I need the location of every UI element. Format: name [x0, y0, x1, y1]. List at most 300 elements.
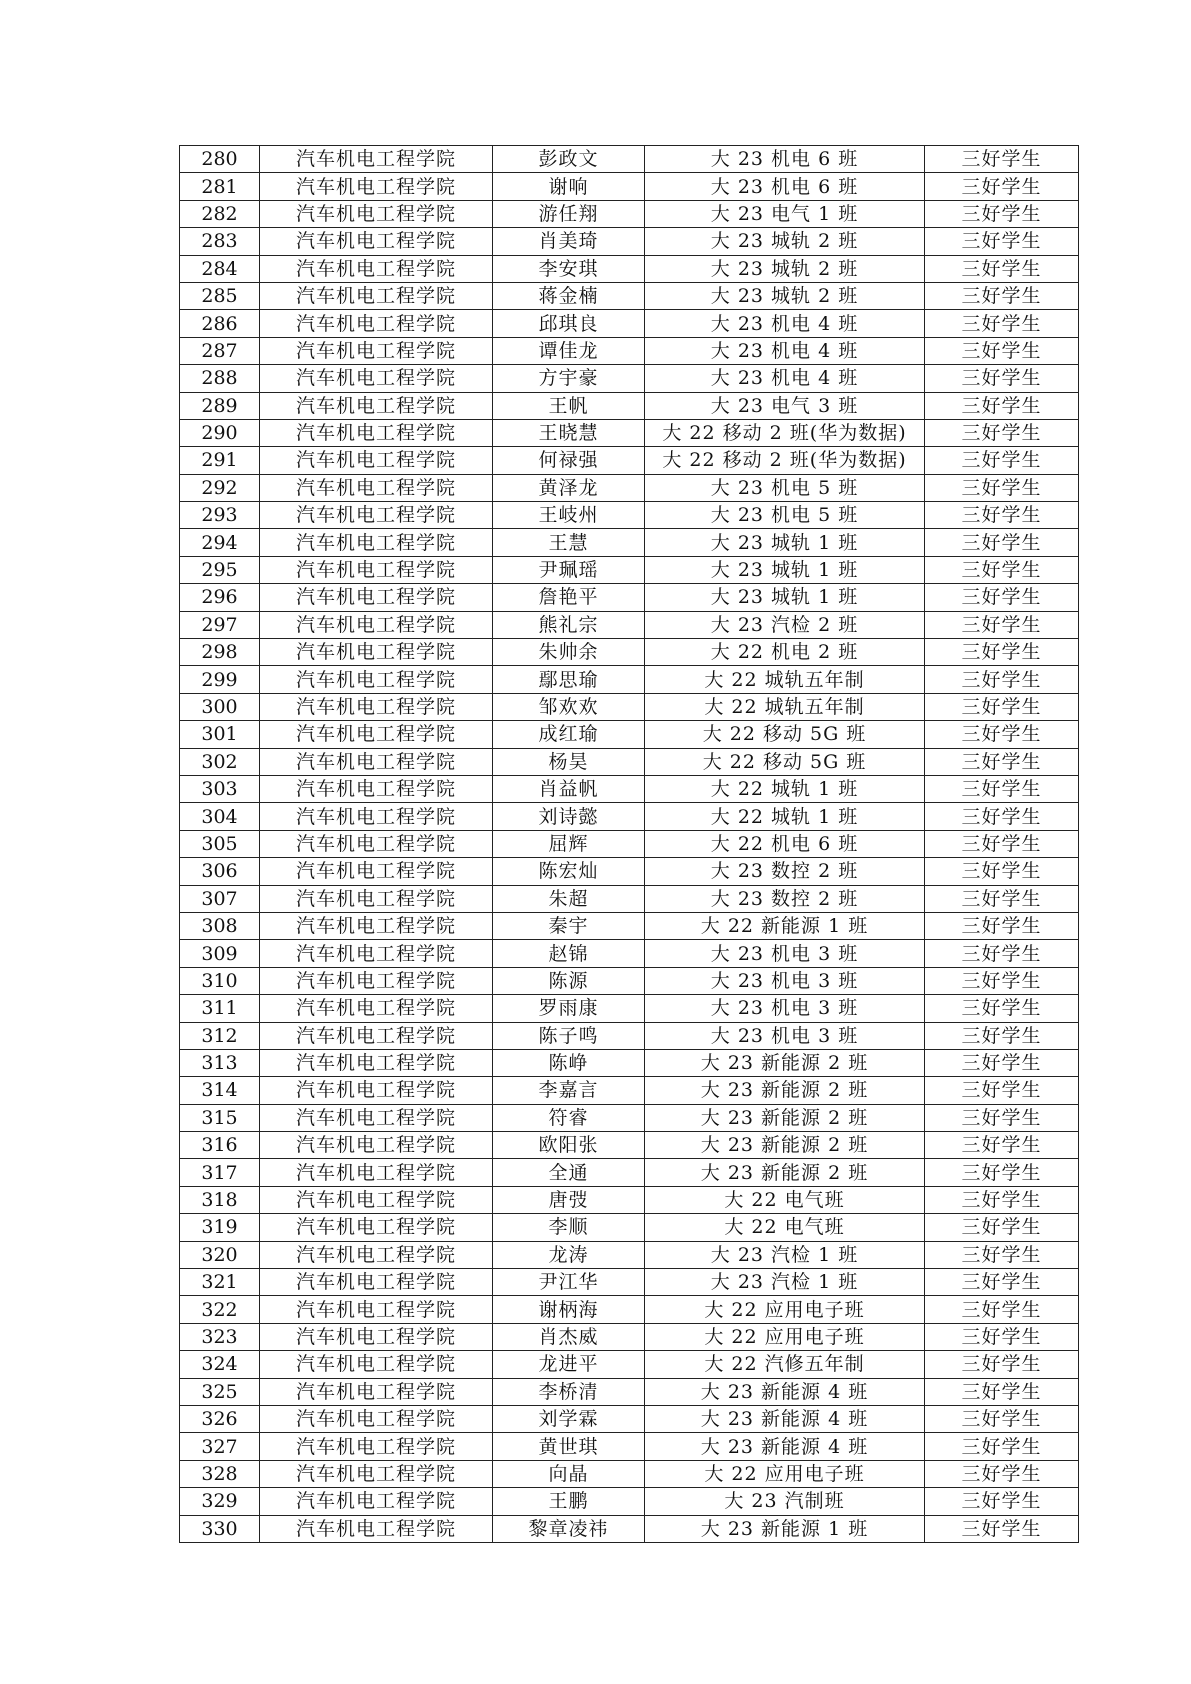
class-cell: 大 23 机电 5 班 [645, 474, 925, 501]
class-cell: 大 22 应用电子班 [645, 1460, 925, 1487]
student-name-cell: 李嘉言 [493, 1077, 645, 1104]
award-cell: 三好学生 [925, 666, 1079, 693]
award-cell: 三好学生 [925, 1186, 1079, 1213]
award-cell: 三好学生 [925, 200, 1079, 227]
class-cell: 大 22 应用电子班 [645, 1323, 925, 1350]
award-cell: 三好学生 [925, 940, 1079, 967]
class-cell: 大 23 新能源 1 班 [645, 1515, 925, 1542]
table-row [180, 228, 1079, 255]
table-row [180, 803, 1079, 830]
class-cell: 大 22 电气班 [645, 1186, 925, 1213]
table-row [180, 556, 1079, 583]
row-number-cell: 304 [180, 803, 260, 830]
row-number-cell: 300 [180, 693, 260, 720]
table-row [180, 365, 1079, 392]
college-cell: 汽车机电工程学院 [260, 419, 493, 446]
student-name-cell: 欧阳张 [493, 1132, 645, 1159]
table-row [180, 1132, 1079, 1159]
row-number-cell: 280 [180, 146, 260, 173]
class-cell: 大 23 城轨 2 班 [645, 255, 925, 282]
award-cell: 三好学生 [925, 775, 1079, 802]
student-name-cell: 陈子鸣 [493, 1022, 645, 1049]
student-name-cell: 朱帅余 [493, 639, 645, 666]
college-cell: 汽车机电工程学院 [260, 1296, 493, 1323]
student-name-cell: 邱琪良 [493, 310, 645, 337]
student-name-cell: 赵锦 [493, 940, 645, 967]
table-row [180, 1488, 1079, 1515]
student-name-cell: 肖益帆 [493, 775, 645, 802]
college-cell: 汽车机电工程学院 [260, 995, 493, 1022]
table-row [180, 310, 1079, 337]
award-cell: 三好学生 [925, 556, 1079, 583]
table-row [180, 255, 1079, 282]
class-cell: 大 22 移动 5G 班 [645, 748, 925, 775]
row-number-cell: 318 [180, 1186, 260, 1213]
student-name-cell: 游任翔 [493, 200, 645, 227]
class-cell: 大 23 新能源 2 班 [645, 1159, 925, 1186]
table-row [180, 912, 1079, 939]
student-name-cell: 全通 [493, 1159, 645, 1186]
class-cell: 大 23 电气 3 班 [645, 392, 925, 419]
row-number-cell: 293 [180, 502, 260, 529]
table-row [180, 584, 1079, 611]
college-cell: 汽车机电工程学院 [260, 1433, 493, 1460]
table-row [180, 995, 1079, 1022]
student-name-cell: 朱超 [493, 885, 645, 912]
college-cell: 汽车机电工程学院 [260, 584, 493, 611]
row-number-cell: 320 [180, 1241, 260, 1268]
award-cell: 三好学生 [925, 365, 1079, 392]
award-cell: 三好学生 [925, 748, 1079, 775]
class-cell: 大 23 机电 6 班 [645, 173, 925, 200]
class-cell: 大 23 新能源 4 班 [645, 1433, 925, 1460]
class-cell: 大 23 机电 3 班 [645, 940, 925, 967]
college-cell: 汽车机电工程学院 [260, 967, 493, 994]
row-number-cell: 319 [180, 1214, 260, 1241]
class-cell: 大 23 机电 3 班 [645, 995, 925, 1022]
student-name-cell: 尹珮瑶 [493, 556, 645, 583]
row-number-cell: 330 [180, 1515, 260, 1542]
student-name-cell: 成红瑜 [493, 721, 645, 748]
college-cell: 汽车机电工程学院 [260, 1132, 493, 1159]
student-name-cell: 陈峥 [493, 1049, 645, 1076]
college-cell: 汽车机电工程学院 [260, 775, 493, 802]
class-cell: 大 23 城轨 1 班 [645, 556, 925, 583]
student-name-cell: 熊礼宗 [493, 611, 645, 638]
award-cell: 三好学生 [925, 995, 1079, 1022]
award-cell: 三好学生 [925, 474, 1079, 501]
college-cell: 汽车机电工程学院 [260, 255, 493, 282]
row-number-cell: 317 [180, 1159, 260, 1186]
class-cell: 大 22 城轨五年制 [645, 693, 925, 720]
table-row [180, 1460, 1079, 1487]
student-name-cell: 龙涛 [493, 1241, 645, 1268]
award-cell: 三好学生 [925, 1515, 1079, 1542]
student-name-cell: 尹江华 [493, 1269, 645, 1296]
class-cell: 大 23 汽制班 [645, 1488, 925, 1515]
student-name-cell: 屈辉 [493, 830, 645, 857]
class-cell: 大 23 新能源 4 班 [645, 1405, 925, 1432]
row-number-cell: 287 [180, 337, 260, 364]
college-cell: 汽车机电工程学院 [260, 885, 493, 912]
award-cell: 三好学生 [925, 639, 1079, 666]
award-cell: 三好学生 [925, 1077, 1079, 1104]
award-cell: 三好学生 [925, 419, 1079, 446]
college-cell: 汽车机电工程学院 [260, 1515, 493, 1542]
row-number-cell: 282 [180, 200, 260, 227]
table-row [180, 1104, 1079, 1131]
student-name-cell: 刘诗懿 [493, 803, 645, 830]
table-row [180, 1351, 1079, 1378]
row-number-cell: 290 [180, 419, 260, 446]
table-row [180, 885, 1079, 912]
college-cell: 汽车机电工程学院 [260, 1269, 493, 1296]
college-cell: 汽车机电工程学院 [260, 1186, 493, 1213]
student-name-cell: 陈宏灿 [493, 858, 645, 885]
college-cell: 汽车机电工程学院 [260, 693, 493, 720]
award-cell: 三好学生 [925, 1488, 1079, 1515]
row-number-cell: 303 [180, 775, 260, 802]
college-cell: 汽车机电工程学院 [260, 1159, 493, 1186]
award-cell: 三好学生 [925, 146, 1079, 173]
college-cell: 汽车机电工程学院 [260, 940, 493, 967]
college-cell: 汽车机电工程学院 [260, 666, 493, 693]
class-cell: 大 22 移动 2 班(华为数据) [645, 419, 925, 446]
college-cell: 汽车机电工程学院 [260, 748, 493, 775]
table-row [180, 173, 1079, 200]
college-cell: 汽车机电工程学院 [260, 1460, 493, 1487]
student-name-cell: 谢响 [493, 173, 645, 200]
table-row [180, 529, 1079, 556]
row-number-cell: 295 [180, 556, 260, 583]
row-number-cell: 327 [180, 1433, 260, 1460]
award-cell: 三好学生 [925, 912, 1079, 939]
college-cell: 汽车机电工程学院 [260, 228, 493, 255]
student-name-cell: 黄世琪 [493, 1433, 645, 1460]
class-cell: 大 23 新能源 2 班 [645, 1077, 925, 1104]
award-cell: 三好学生 [925, 967, 1079, 994]
class-cell: 大 22 应用电子班 [645, 1296, 925, 1323]
student-name-cell: 何禄强 [493, 447, 645, 474]
row-number-cell: 323 [180, 1323, 260, 1350]
college-cell: 汽车机电工程学院 [260, 282, 493, 309]
row-number-cell: 309 [180, 940, 260, 967]
college-cell: 汽车机电工程学院 [260, 337, 493, 364]
table-row [180, 748, 1079, 775]
row-number-cell: 289 [180, 392, 260, 419]
student-name-cell: 邹欢欢 [493, 693, 645, 720]
table-row [180, 282, 1079, 309]
award-cell: 三好学生 [925, 858, 1079, 885]
table-row [180, 639, 1079, 666]
table-row [180, 1405, 1079, 1432]
student-name-cell: 李安琪 [493, 255, 645, 282]
table-row [180, 775, 1079, 802]
college-cell: 汽车机电工程学院 [260, 803, 493, 830]
college-cell: 汽车机电工程学院 [260, 1378, 493, 1405]
row-number-cell: 299 [180, 666, 260, 693]
student-name-cell: 肖杰威 [493, 1323, 645, 1350]
award-cell: 三好学生 [925, 337, 1079, 364]
class-cell: 大 22 城轨 1 班 [645, 803, 925, 830]
award-cell: 三好学生 [925, 447, 1079, 474]
college-cell: 汽车机电工程学院 [260, 1351, 493, 1378]
row-number-cell: 312 [180, 1022, 260, 1049]
class-cell: 大 22 移动 5G 班 [645, 721, 925, 748]
class-cell: 大 23 城轨 2 班 [645, 282, 925, 309]
row-number-cell: 306 [180, 858, 260, 885]
table-row [180, 721, 1079, 748]
award-cell: 三好学生 [925, 1405, 1079, 1432]
row-number-cell: 298 [180, 639, 260, 666]
award-cell: 三好学生 [925, 310, 1079, 337]
table-row [180, 502, 1079, 529]
class-cell: 大 23 数控 2 班 [645, 885, 925, 912]
table-row [180, 447, 1079, 474]
award-cell: 三好学生 [925, 1214, 1079, 1241]
award-cell: 三好学生 [925, 1433, 1079, 1460]
award-roster-table [179, 145, 1079, 1543]
student-name-cell: 王鹏 [493, 1488, 645, 1515]
class-cell: 大 23 机电 4 班 [645, 365, 925, 392]
college-cell: 汽车机电工程学院 [260, 146, 493, 173]
table-row [180, 1186, 1079, 1213]
row-number-cell: 288 [180, 365, 260, 392]
class-cell: 大 22 移动 2 班(华为数据) [645, 447, 925, 474]
college-cell: 汽车机电工程学院 [260, 912, 493, 939]
table-row [180, 1022, 1079, 1049]
row-number-cell: 286 [180, 310, 260, 337]
college-cell: 汽车机电工程学院 [260, 858, 493, 885]
class-cell: 大 23 机电 3 班 [645, 1022, 925, 1049]
student-name-cell: 蒋金楠 [493, 282, 645, 309]
class-cell: 大 23 城轨 2 班 [645, 228, 925, 255]
award-cell: 三好学生 [925, 529, 1079, 556]
table-row [180, 666, 1079, 693]
row-number-cell: 296 [180, 584, 260, 611]
award-cell: 三好学生 [925, 1378, 1079, 1405]
class-cell: 大 23 机电 3 班 [645, 967, 925, 994]
class-cell: 大 23 城轨 1 班 [645, 529, 925, 556]
class-cell: 大 23 汽检 1 班 [645, 1241, 925, 1268]
table-row [180, 1049, 1079, 1076]
award-cell: 三好学生 [925, 1132, 1079, 1159]
student-name-cell: 谭佳龙 [493, 337, 645, 364]
college-cell: 汽车机电工程学院 [260, 1214, 493, 1241]
table-row [180, 474, 1079, 501]
student-name-cell: 黎章凌祎 [493, 1515, 645, 1542]
table-row [180, 337, 1079, 364]
row-number-cell: 310 [180, 967, 260, 994]
award-cell: 三好学生 [925, 1296, 1079, 1323]
table-row [180, 1159, 1079, 1186]
class-cell: 大 23 新能源 2 班 [645, 1132, 925, 1159]
row-number-cell: 322 [180, 1296, 260, 1323]
award-cell: 三好学生 [925, 1159, 1079, 1186]
award-cell: 三好学生 [925, 1323, 1079, 1350]
roster-body [180, 146, 1079, 1543]
student-name-cell: 罗雨康 [493, 995, 645, 1022]
class-cell: 大 23 机电 4 班 [645, 310, 925, 337]
college-cell: 汽车机电工程学院 [260, 365, 493, 392]
award-cell: 三好学生 [925, 1022, 1079, 1049]
award-cell: 三好学生 [925, 885, 1079, 912]
award-cell: 三好学生 [925, 584, 1079, 611]
row-number-cell: 294 [180, 529, 260, 556]
row-number-cell: 325 [180, 1378, 260, 1405]
student-name-cell: 李顺 [493, 1214, 645, 1241]
student-name-cell: 彭政文 [493, 146, 645, 173]
award-cell: 三好学生 [925, 1104, 1079, 1131]
award-cell: 三好学生 [925, 392, 1079, 419]
award-cell: 三好学生 [925, 228, 1079, 255]
college-cell: 汽车机电工程学院 [260, 1323, 493, 1350]
student-name-cell: 唐弢 [493, 1186, 645, 1213]
row-number-cell: 321 [180, 1269, 260, 1296]
row-number-cell: 297 [180, 611, 260, 638]
row-number-cell: 302 [180, 748, 260, 775]
college-cell: 汽车机电工程学院 [260, 1241, 493, 1268]
student-name-cell: 刘学霖 [493, 1405, 645, 1432]
college-cell: 汽车机电工程学院 [260, 721, 493, 748]
class-cell: 大 22 城轨 1 班 [645, 775, 925, 802]
college-cell: 汽车机电工程学院 [260, 392, 493, 419]
row-number-cell: 316 [180, 1132, 260, 1159]
class-cell: 大 23 汽检 1 班 [645, 1269, 925, 1296]
table-row [180, 419, 1079, 446]
class-cell: 大 23 机电 4 班 [645, 337, 925, 364]
row-number-cell: 284 [180, 255, 260, 282]
student-name-cell: 詹艳平 [493, 584, 645, 611]
student-name-cell: 龙进平 [493, 1351, 645, 1378]
college-cell: 汽车机电工程学院 [260, 1049, 493, 1076]
college-cell: 汽车机电工程学院 [260, 1405, 493, 1432]
award-cell: 三好学生 [925, 1460, 1079, 1487]
row-number-cell: 283 [180, 228, 260, 255]
table-row [180, 1077, 1079, 1104]
class-cell: 大 23 机电 5 班 [645, 502, 925, 529]
student-name-cell: 王岐州 [493, 502, 645, 529]
student-name-cell: 方宇豪 [493, 365, 645, 392]
award-cell: 三好学生 [925, 1351, 1079, 1378]
table-row [180, 940, 1079, 967]
class-cell: 大 22 城轨五年制 [645, 666, 925, 693]
row-number-cell: 285 [180, 282, 260, 309]
class-cell: 大 22 汽修五年制 [645, 1351, 925, 1378]
row-number-cell: 328 [180, 1460, 260, 1487]
student-name-cell: 向晶 [493, 1460, 645, 1487]
class-cell: 大 23 城轨 1 班 [645, 584, 925, 611]
table-row [180, 858, 1079, 885]
award-cell: 三好学生 [925, 830, 1079, 857]
row-number-cell: 311 [180, 995, 260, 1022]
table-row [180, 1515, 1079, 1542]
class-cell: 大 23 数控 2 班 [645, 858, 925, 885]
row-number-cell: 305 [180, 830, 260, 857]
award-cell: 三好学生 [925, 282, 1079, 309]
row-number-cell: 281 [180, 173, 260, 200]
award-cell: 三好学生 [925, 502, 1079, 529]
college-cell: 汽车机电工程学院 [260, 502, 493, 529]
award-cell: 三好学生 [925, 1049, 1079, 1076]
table-row [180, 392, 1079, 419]
row-number-cell: 329 [180, 1488, 260, 1515]
award-cell: 三好学生 [925, 1269, 1079, 1296]
student-name-cell: 秦宇 [493, 912, 645, 939]
college-cell: 汽车机电工程学院 [260, 529, 493, 556]
row-number-cell: 313 [180, 1049, 260, 1076]
class-cell: 大 23 电气 1 班 [645, 200, 925, 227]
college-cell: 汽车机电工程学院 [260, 447, 493, 474]
table-row [180, 200, 1079, 227]
table-row [180, 1378, 1079, 1405]
class-cell: 大 22 机电 2 班 [645, 639, 925, 666]
college-cell: 汽车机电工程学院 [260, 1022, 493, 1049]
student-name-cell: 谢柄海 [493, 1296, 645, 1323]
student-name-cell: 鄢思瑜 [493, 666, 645, 693]
award-cell: 三好学生 [925, 693, 1079, 720]
college-cell: 汽车机电工程学院 [260, 830, 493, 857]
row-number-cell: 292 [180, 474, 260, 501]
table-row [180, 830, 1079, 857]
table-row [180, 1433, 1079, 1460]
college-cell: 汽车机电工程学院 [260, 200, 493, 227]
class-cell: 大 23 新能源 2 班 [645, 1049, 925, 1076]
row-number-cell: 315 [180, 1104, 260, 1131]
student-name-cell: 王晓慧 [493, 419, 645, 446]
class-cell: 大 23 机电 6 班 [645, 146, 925, 173]
award-cell: 三好学生 [925, 1241, 1079, 1268]
student-name-cell: 黄泽龙 [493, 474, 645, 501]
student-name-cell: 符睿 [493, 1104, 645, 1131]
table-row [180, 1323, 1079, 1350]
student-name-cell: 杨昊 [493, 748, 645, 775]
award-cell: 三好学生 [925, 255, 1079, 282]
award-cell: 三好学生 [925, 803, 1079, 830]
college-cell: 汽车机电工程学院 [260, 1077, 493, 1104]
class-cell: 大 22 新能源 1 班 [645, 912, 925, 939]
class-cell: 大 22 电气班 [645, 1214, 925, 1241]
college-cell: 汽车机电工程学院 [260, 1104, 493, 1131]
college-cell: 汽车机电工程学院 [260, 639, 493, 666]
table-row [180, 1214, 1079, 1241]
college-cell: 汽车机电工程学院 [260, 1488, 493, 1515]
table-row [180, 693, 1079, 720]
table-row [180, 1296, 1079, 1323]
table-row [180, 146, 1079, 173]
row-number-cell: 301 [180, 721, 260, 748]
student-name-cell: 陈源 [493, 967, 645, 994]
class-cell: 大 23 新能源 4 班 [645, 1378, 925, 1405]
college-cell: 汽车机电工程学院 [260, 474, 493, 501]
award-cell: 三好学生 [925, 173, 1079, 200]
student-name-cell: 李桥清 [493, 1378, 645, 1405]
row-number-cell: 308 [180, 912, 260, 939]
student-name-cell: 王帆 [493, 392, 645, 419]
table-row [180, 967, 1079, 994]
table-row [180, 1241, 1079, 1268]
student-name-cell: 肖美琦 [493, 228, 645, 255]
class-cell: 大 23 新能源 2 班 [645, 1104, 925, 1131]
table-row [180, 1269, 1079, 1296]
table-row [180, 611, 1079, 638]
row-number-cell: 291 [180, 447, 260, 474]
row-number-cell: 307 [180, 885, 260, 912]
college-cell: 汽车机电工程学院 [260, 173, 493, 200]
class-cell: 大 23 汽检 2 班 [645, 611, 925, 638]
student-name-cell: 王慧 [493, 529, 645, 556]
class-cell: 大 22 机电 6 班 [645, 830, 925, 857]
